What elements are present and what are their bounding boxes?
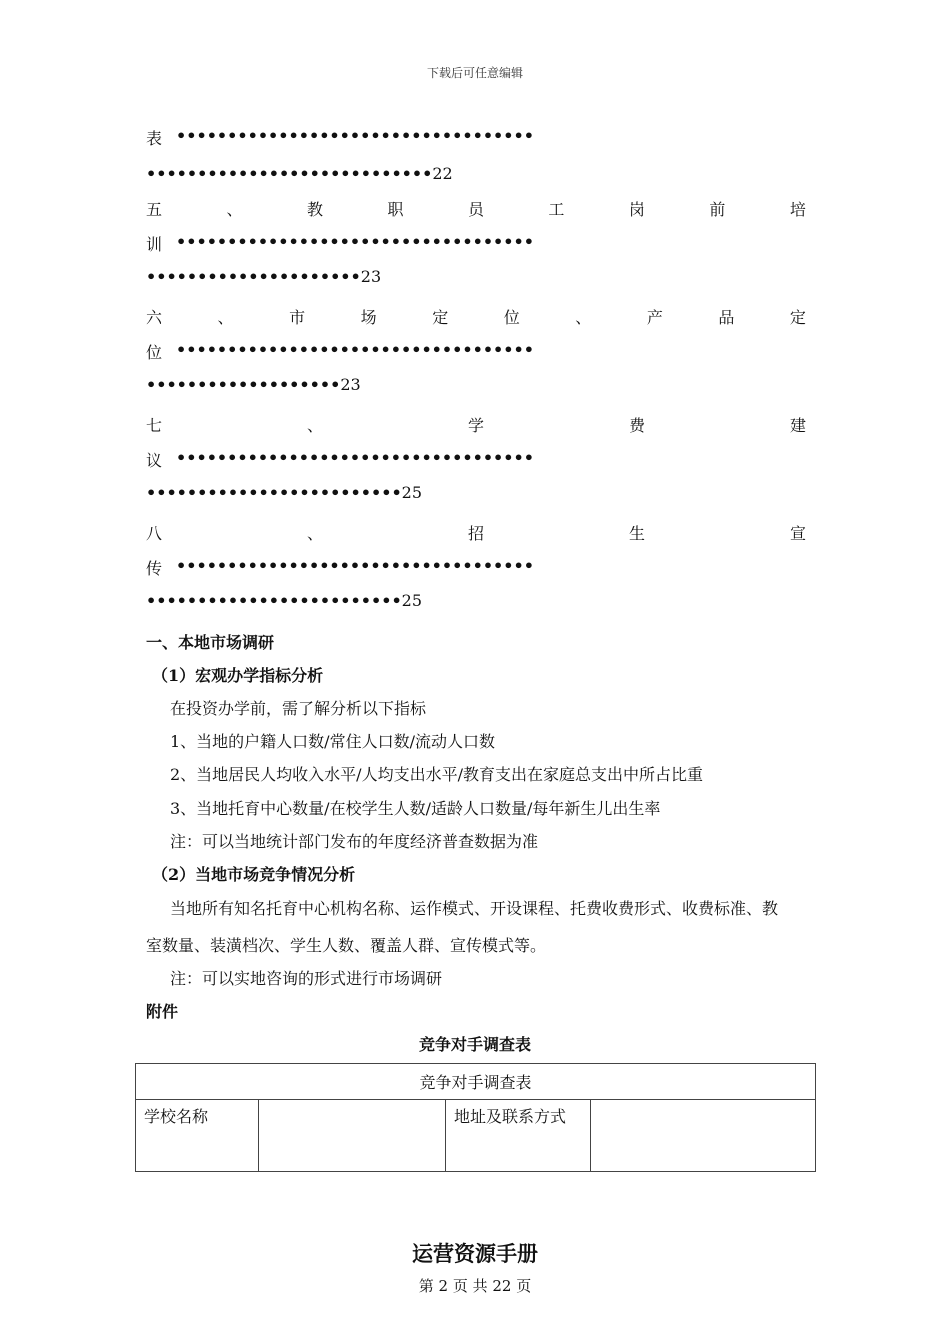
toc-title-char: 场 <box>360 308 377 327</box>
toc-page-number: 25 <box>401 591 423 610</box>
toc-title-char: 七 <box>146 416 163 435</box>
toc-title-char: 培 <box>789 200 806 219</box>
toc-title <box>146 305 806 328</box>
paragraph-continued: 室数量、装潢档次、学生人数、覆盖人群、宣传模式等。 <box>146 936 547 955</box>
page-number: 第 2 页 共 22 页 <box>418 1277 532 1295</box>
toc-lead-char: 位 <box>146 343 163 362</box>
paragraph: 当地所有知名托育中心机构名称、运作模式、开设课程、托费收费形式、收费标准、教 <box>170 899 779 918</box>
attachment-label: 附件 <box>146 1002 179 1021</box>
paragraph: 在投资办学前，需了解分析以下指标 <box>170 699 427 718</box>
toc-title-char: 生 <box>628 524 645 543</box>
toc-title-char: 八 <box>146 524 163 543</box>
toc-page-number: 22 <box>432 164 453 183</box>
toc-title-char: 六 <box>146 308 163 327</box>
toc-title-char: 品 <box>718 308 735 327</box>
toc-leader-dots: ••••••••••••••••••••••••••••••••••• <box>176 232 534 251</box>
table-cell-address-label: 地址及联系方式 <box>446 1100 591 1172</box>
toc-title-char: 工 <box>548 200 565 219</box>
toc-title-char: 员 <box>467 200 484 219</box>
toc-title <box>146 413 806 436</box>
toc-lead-char: 训 <box>146 235 163 254</box>
toc-title-char: 、 <box>217 308 234 327</box>
toc-title-char: 、 <box>306 416 323 435</box>
toc-lead-char: 议 <box>146 451 163 470</box>
subsection-heading: （2）当地市场竞争情况分析 <box>152 865 356 884</box>
toc-entry <box>146 521 806 610</box>
toc-entry <box>146 126 806 183</box>
table-cell-school-name-value[interactable] <box>259 1100 446 1172</box>
page-header: 下载后可任意编辑 <box>426 66 523 80</box>
toc-title <box>146 521 806 544</box>
toc-title-char: 建 <box>789 416 806 435</box>
toc-leader-dots: ••••••••••••••••••• <box>146 375 341 394</box>
toc-title-char: 前 <box>709 200 726 219</box>
toc-title-char: 宣 <box>789 524 806 543</box>
toc-entry <box>146 305 806 394</box>
note: 注：可以实地咨询的形式进行市场调研 <box>170 969 443 988</box>
toc-page-number: 25 <box>401 483 423 502</box>
competitor-survey-table <box>135 1063 816 1172</box>
toc-title <box>146 197 806 220</box>
toc-entry <box>146 197 806 286</box>
toc-title-char: 岗 <box>628 200 645 219</box>
toc-title-char: 招 <box>467 524 484 543</box>
toc-title-char: 职 <box>387 200 404 219</box>
toc-leader-dots: ••••••••••••••••••••••••• <box>146 591 402 610</box>
toc-title-char: 、 <box>226 200 243 219</box>
table-cell-address-value[interactable] <box>591 1100 816 1172</box>
toc-leader-dots: ••••••••••••••••••••••••••••••••••• <box>176 448 534 467</box>
toc-entry <box>146 413 806 502</box>
section-heading: 一、本地市场调研 <box>146 633 275 652</box>
toc-title-char: 、 <box>306 524 323 543</box>
toc-leader-dots: ••••••••••••••••••••••••• <box>146 483 402 502</box>
list-item: 3、当地托育中心数量/在校学生人数/适龄人口数量/每年新生儿出生率 <box>170 799 661 818</box>
toc-title-char: 市 <box>289 308 306 327</box>
toc-lead-char: 表 <box>146 129 163 148</box>
table-header-cell: 竞争对手调查表 <box>136 1064 816 1100</box>
toc-page-number: 23 <box>360 267 382 286</box>
toc-title-char: 位 <box>503 308 520 327</box>
toc-leader-dots: ••••••••••••••••••••• <box>146 267 361 286</box>
list-item: 1、当地的户籍人口数/常住人口数/流动人口数 <box>170 732 495 751</box>
toc-title-char: 、 <box>575 308 592 327</box>
toc-title-char: 教 <box>306 200 323 219</box>
table-caption: 竞争对手调查表 <box>418 1035 531 1054</box>
toc-title-char: 五 <box>146 200 163 219</box>
table-cell-school-name-label: 学校名称 <box>136 1100 259 1172</box>
toc-page-number: 23 <box>340 375 361 394</box>
toc-title-char: 费 <box>628 416 645 435</box>
toc-title-char: 产 <box>646 308 663 327</box>
toc-leader-dots: •••••••••••••••••••••••••••• <box>146 164 433 183</box>
toc-leader-dots: ••••••••••••••••••••••••••••••••••• <box>176 556 534 575</box>
toc-title-char: 学 <box>467 416 484 435</box>
list-item: 2、当地居民人均收入水平/人均支出水平/教育支出在家庭总支出中所占比重 <box>170 765 703 784</box>
note: 注：可以当地统计部门发布的年度经济普查数据为准 <box>170 832 539 851</box>
subsection-heading: （1）宏观办学指标分析 <box>152 666 324 685</box>
toc-title-char: 定 <box>432 308 449 327</box>
footer-title: 运营资源手册 <box>412 1241 538 1266</box>
toc-leader-dots: ••••••••••••••••••••••••••••••••••• <box>176 126 534 145</box>
toc-lead-char: 传 <box>146 559 163 578</box>
toc-leader-dots: ••••••••••••••••••••••••••••••••••• <box>176 340 534 359</box>
toc-title-char: 定 <box>789 308 806 327</box>
